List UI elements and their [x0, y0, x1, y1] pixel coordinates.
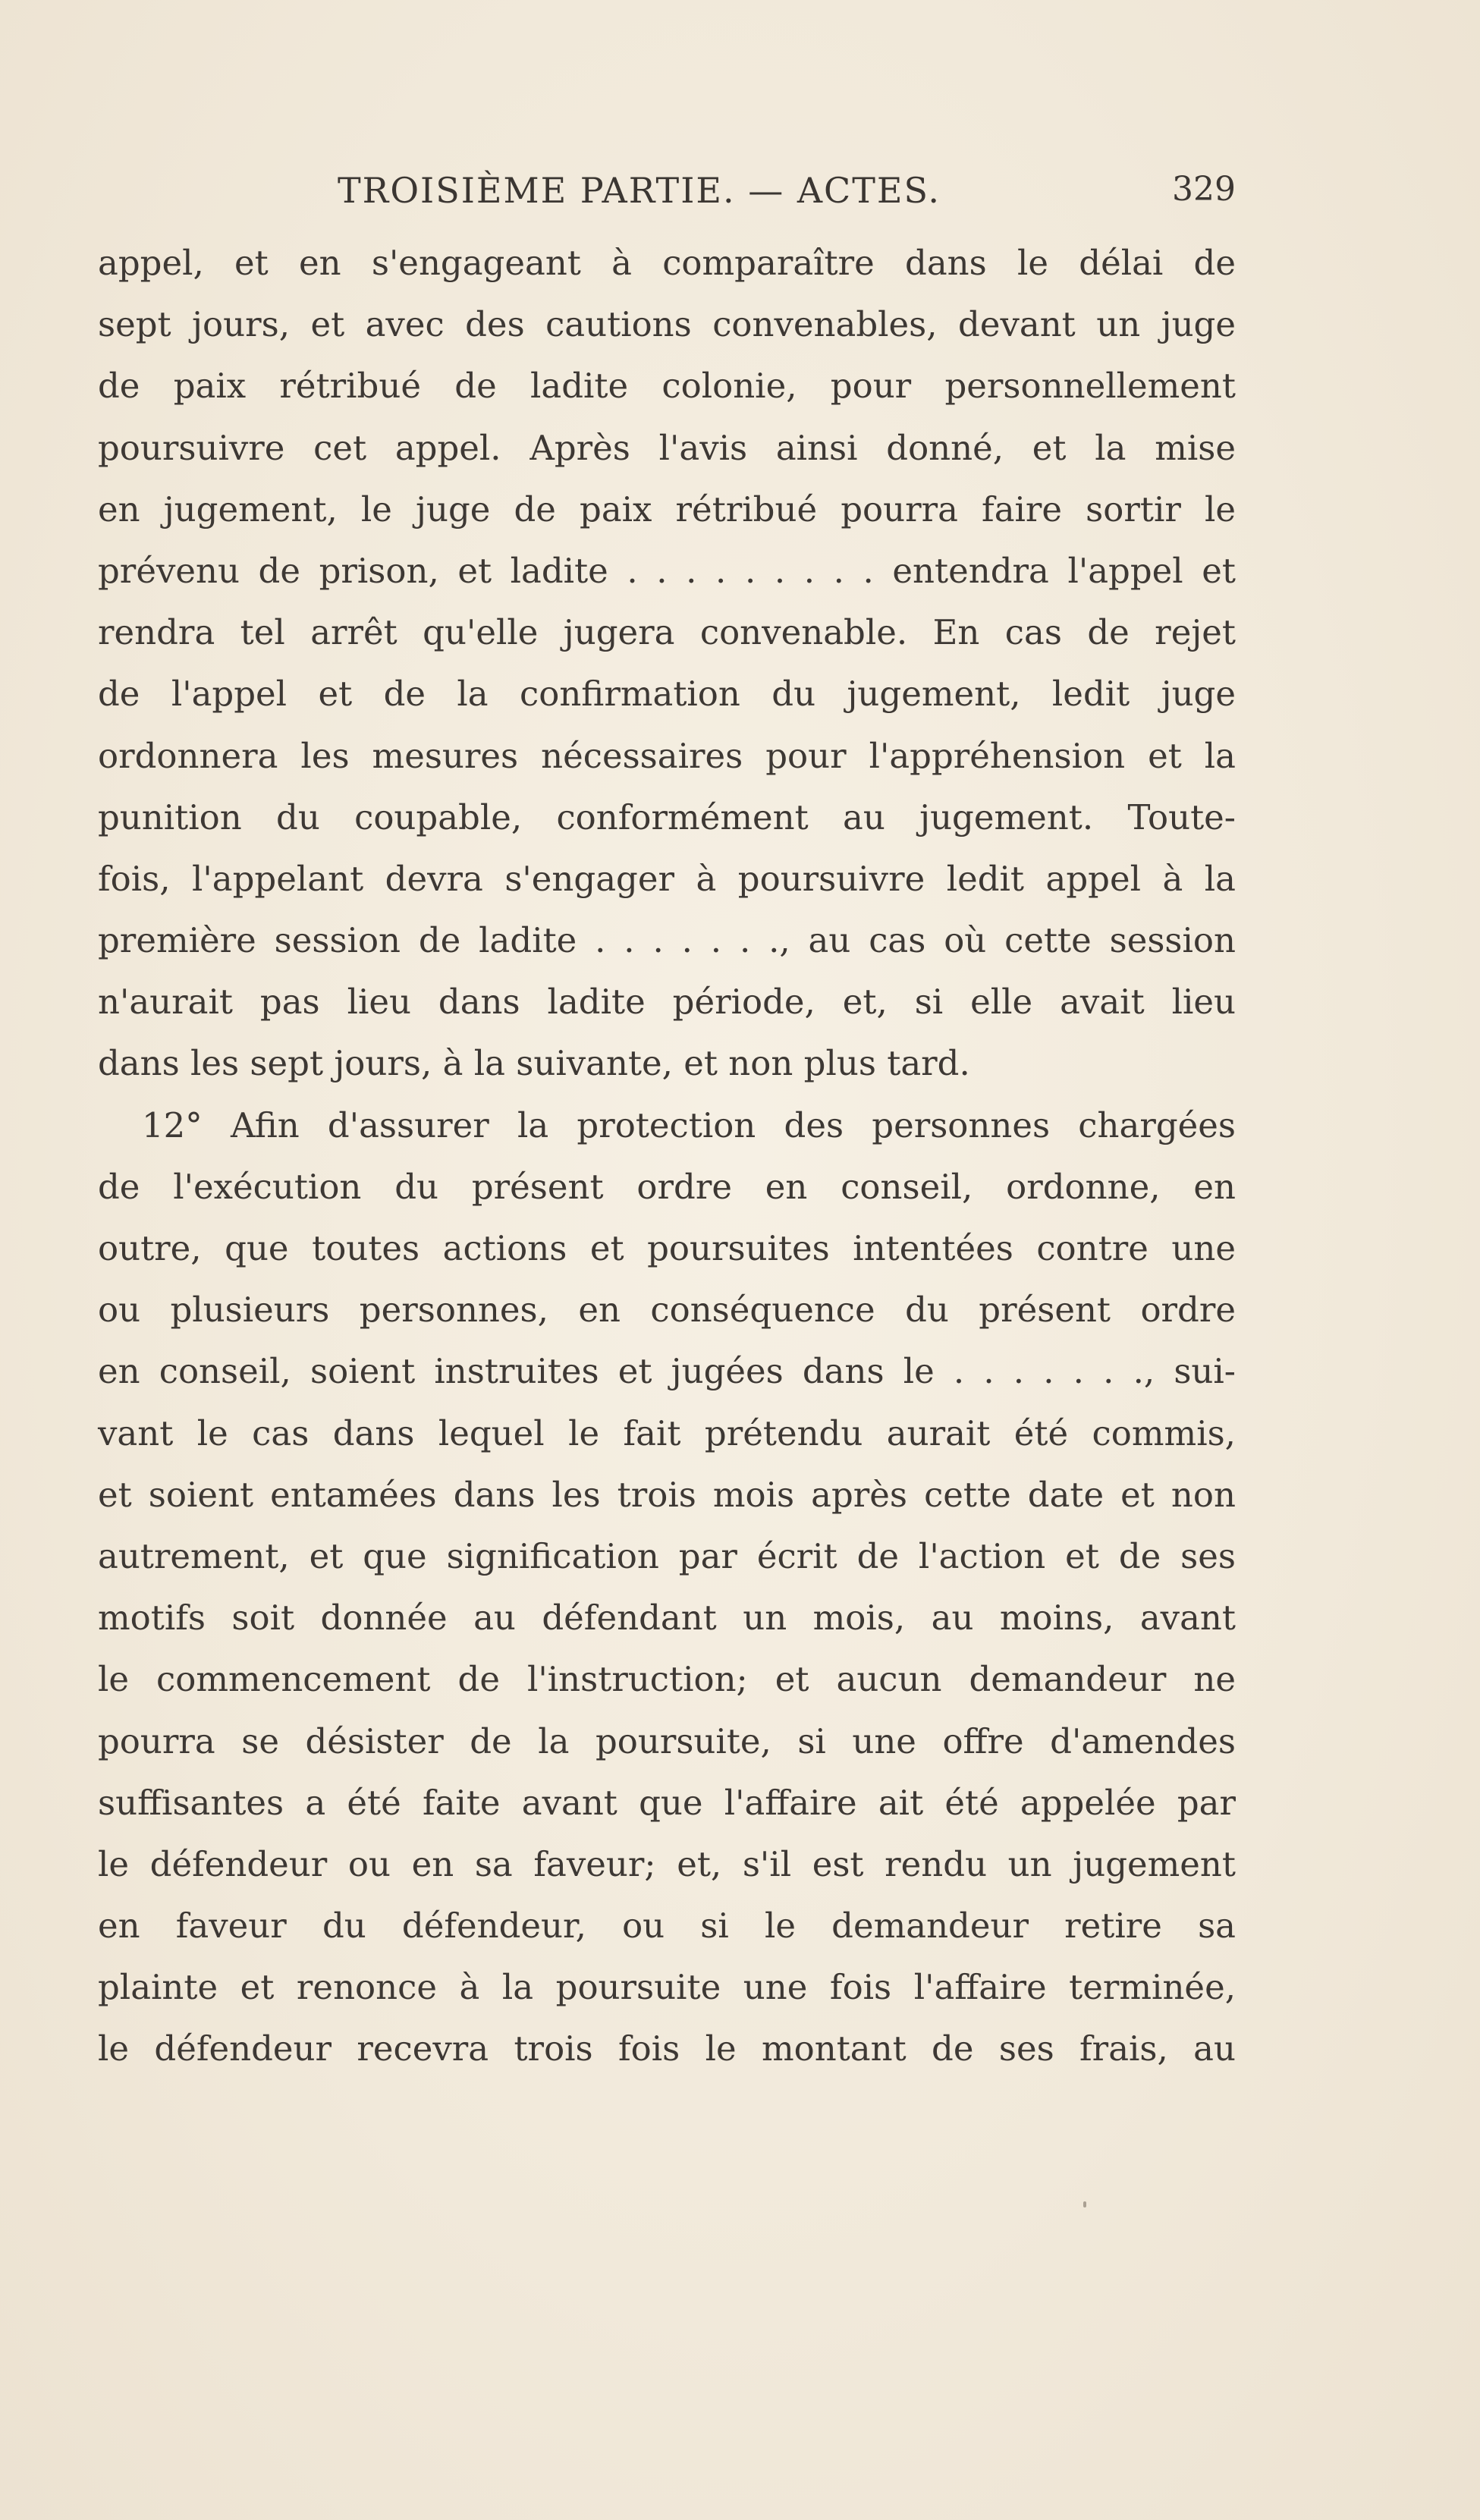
text-line: poursuivre cet appel. Après l'avis ainsi donné, et la mise [98, 427, 1236, 468]
text-line: vant le cas dans lequel le fait prétendu aurait été commis, [98, 1412, 1236, 1453]
running-title: TROISIÈME PARTIE. — ACTES. [338, 170, 941, 211]
text-line: prévenu de prison, et ladite . . . . . . . . . entendra l'appel et [98, 550, 1236, 591]
page-header [98, 170, 1236, 223]
text-line: et soient entamées dans les trois mois après cette date et non [98, 1474, 1236, 1515]
text-line: ordonnera les mesures nécessaires pour l'appréhension et la [98, 735, 1236, 776]
text-line: en faveur du défendeur, ou si le demandeur retire sa [98, 1906, 1236, 1947]
text-line: outre, que toutes actions et poursuites intentées contre une [98, 1228, 1236, 1268]
text-line: plainte et renonce à la poursuite une fois l'affaire terminée, [98, 1967, 1236, 2008]
text-line: pourra se désister de la poursuite, si une offre d'amendes [98, 1720, 1236, 1761]
text-line: ou plusieurs personnes, en conséquence du présent ordre [98, 1290, 1236, 1331]
text-line: le défendeur ou en sa faveur; et, s'il est rendu un jugement [98, 1843, 1236, 1884]
ink-spot [1083, 2201, 1086, 2207]
text-line: n'aurait pas lieu dans ladite période, et, si elle avait lieu [98, 982, 1236, 1023]
text-line: en conseil, soient instruites et jugées dans le . . . . . . ., sui- [98, 1351, 1236, 1392]
text-line: fois, l'appelant devra s'engager à poursuivre ledit appel à la [98, 858, 1236, 899]
body-text [98, 232, 1236, 2080]
text-line: sept jours, et avec des cautions convenables, devant un juge [98, 304, 1236, 345]
text-line: de l'appel et de la confirmation du jugement, ledit juge [98, 674, 1236, 715]
text-line: dans les sept jours, à la suivante, et non plus tard. [98, 1043, 970, 1084]
text-line: première session de ladite . . . . . . ., au cas où cette session [98, 920, 1236, 961]
text-line: motifs soit donnée au défendant un mois, au moins, avant [98, 1598, 1236, 1639]
text-line: 12° Afin d'assurer la protection des personnes chargées [142, 1104, 1236, 1145]
text-line: de paix rétribué de ladite colonie, pour personnellement [98, 366, 1236, 407]
text-line: autrement, et que signification par écrit de l'action et de ses [98, 1535, 1236, 1576]
text-line: en jugement, le juge de paix rétribué pourra faire sortir le [98, 489, 1236, 529]
text-line: le défendeur recevra trois fois le montant de ses frais, au [98, 2028, 1236, 2069]
text-line: punition du coupable, conformément au jugement. Toute- [98, 797, 1236, 837]
text-line: rendra tel arrêt qu'elle jugera convenable. En cas de rejet [98, 612, 1236, 653]
text-line: suffisantes a été faite avant que l'affaire ait été appelée par [98, 1782, 1236, 1823]
page-number: 329 [1172, 170, 1236, 209]
text-line: le commencement de l'instruction; et aucun demandeur ne [98, 1659, 1236, 1700]
text-line: de l'exécution du présent ordre en conseil, ordonne, en [98, 1166, 1236, 1207]
text-line: appel, et en s'engageant à comparaître dans le délai de [98, 243, 1236, 283]
